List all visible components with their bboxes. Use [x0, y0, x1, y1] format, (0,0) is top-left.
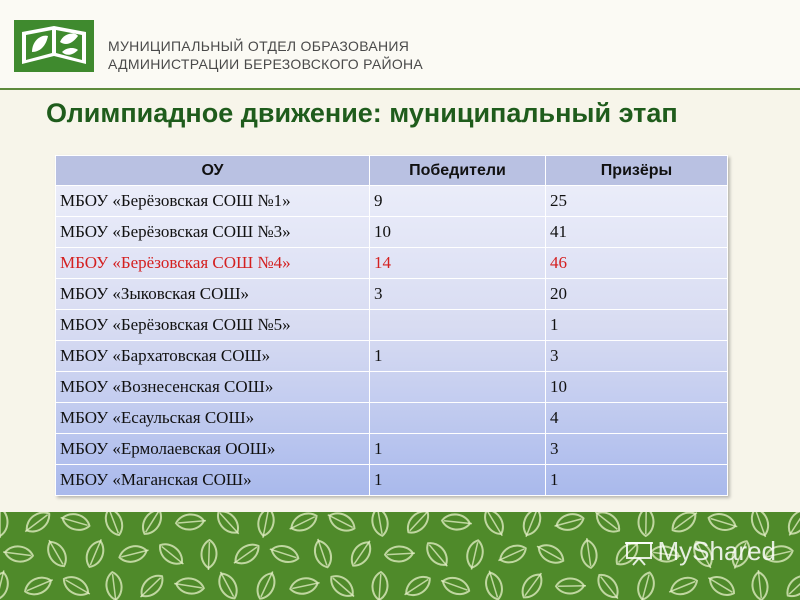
org-line-1: МУНИЦИПАЛЬНЫЙ ОТДЕЛ ОБРАЗОВАНИЯ: [108, 38, 410, 54]
presentation-board-icon: [624, 540, 654, 566]
cell-winners: 3: [370, 279, 546, 310]
cell-school: МБОУ «Берёзовская СОШ №1»: [56, 186, 370, 217]
cell-school: МБОУ «Бархатовская СОШ»: [56, 341, 370, 372]
cell-winners: 9: [370, 186, 546, 217]
cell-winners: [370, 403, 546, 434]
cell-prizewinners: 3: [546, 434, 728, 465]
table-row: [56, 279, 728, 310]
table-body: [56, 186, 728, 496]
header-divider: [0, 88, 800, 90]
book-leaf-logo-icon: [14, 20, 94, 72]
page-title: Олимпиадное движение: муниципальный этап: [46, 98, 678, 128]
cell-winners: 10: [370, 217, 546, 248]
cell-prizewinners: 1: [546, 310, 728, 341]
table-row: [56, 465, 728, 496]
cell-prizewinners: 10: [546, 372, 728, 403]
table-row: [56, 434, 728, 465]
cell-prizewinners: 1: [546, 465, 728, 496]
cell-school: МБОУ «Берёзовская СОШ №3»: [56, 217, 370, 248]
watermark: [624, 536, 777, 567]
table-header-row: [56, 156, 728, 186]
cell-prizewinners: 46: [546, 248, 728, 279]
cell-winners: 1: [370, 434, 546, 465]
organization-name: [108, 37, 423, 73]
cell-school: МБОУ «Есаульская СОШ»: [56, 403, 370, 434]
org-line-2: АДМИНИСТРАЦИИ БЕРЕЗОВСКОГО РАЙОНА: [108, 56, 424, 72]
cell-school: МБОУ «Берёзовская СОШ №5»: [56, 310, 370, 341]
table-row: [56, 186, 728, 217]
cell-prizewinners: 25: [546, 186, 728, 217]
cell-school: МБОУ «Маганская СОШ»: [56, 465, 370, 496]
cell-prizewinners: 41: [546, 217, 728, 248]
table-row: [56, 248, 728, 279]
cell-winners: 1: [370, 341, 546, 372]
column-header-winners: Победители: [370, 156, 546, 186]
column-header-prizewinners: Призёры: [546, 156, 728, 186]
cell-school: МБОУ «Ермолаевская ООШ»: [56, 434, 370, 465]
table-row: [56, 403, 728, 434]
column-header-school: ОУ: [56, 156, 370, 186]
cell-prizewinners: 20: [546, 279, 728, 310]
table-row: [56, 372, 728, 403]
olympiad-results-table: [55, 155, 728, 496]
cell-winners: 1: [370, 465, 546, 496]
cell-school: МБОУ «Вознесенская СОШ»: [56, 372, 370, 403]
cell-school: МБОУ «Зыковская СОШ»: [56, 279, 370, 310]
cell-winners: [370, 310, 546, 341]
table-row: [56, 341, 728, 372]
cell-prizewinners: 4: [546, 403, 728, 434]
watermark-text: MyShared: [657, 536, 776, 566]
table-row: [56, 217, 728, 248]
cell-prizewinners: 3: [546, 341, 728, 372]
cell-school: МБОУ «Берёзовская СОШ №4»: [56, 248, 370, 279]
cell-winners: 14: [370, 248, 546, 279]
header: [0, 0, 800, 88]
table-row: [56, 310, 728, 341]
cell-winners: [370, 372, 546, 403]
